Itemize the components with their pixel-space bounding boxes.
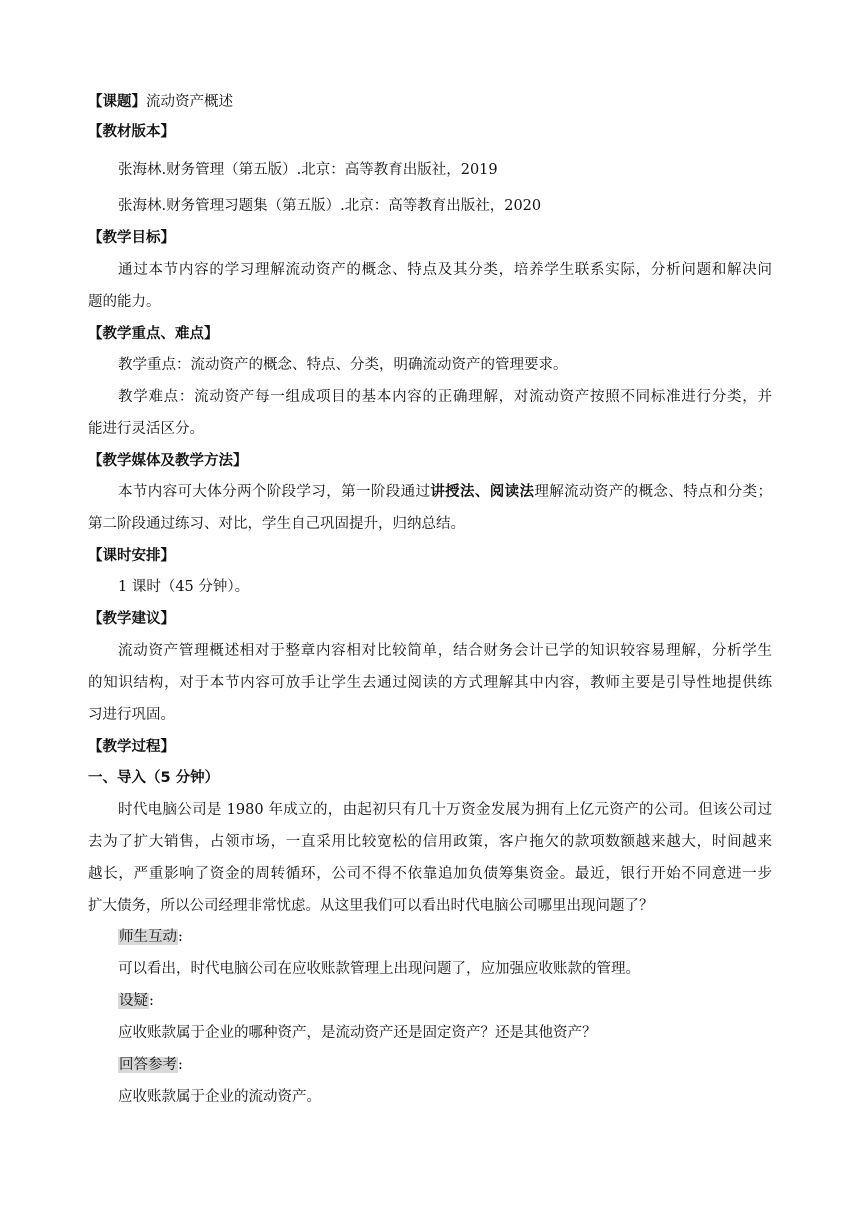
goals-line-1: 通过本节内容的学习理解流动资产的概念、特点及其分类，培养学生联系实际，分析问题和解决问: [118, 262, 772, 278]
suggest-line-3: 习进行巩固。: [88, 707, 175, 723]
interact-label: 师生互动: [119, 929, 177, 945]
media-line-1: [118, 482, 772, 502]
hours-text: 1 课时（45 分钟）。: [118, 579, 250, 595]
topic-line: [88, 92, 233, 112]
media-text-a: 本节内容可大体分两个阶段学习，第一阶段通过: [118, 484, 431, 500]
goals-heading: 【教学目标】: [88, 230, 175, 246]
topic-text: 流动资产概述: [146, 94, 233, 110]
answer-label: 回答参考: [119, 1057, 177, 1073]
question-text: 应收账款属于企业的哪种资产，是流动资产还是固定资产？还是其他资产？: [118, 1025, 597, 1041]
media-text-c: 理解流动资产的概念、特点和分类；: [534, 484, 773, 500]
key-point-text: 教学重点：流动资产的概念、特点、分类，明确流动资产的管理要求。: [118, 357, 568, 373]
suggest-line-2: 的知识结构，对于本节内容可放手让学生去通过阅读的方式理解其中内容，教师主要是引导性地提供练: [88, 675, 772, 691]
process-heading: 【教学过程】: [88, 739, 175, 755]
textbook-ref-1: 张海林.财务管理（第五版）.北京：高等教育出版社，2019: [118, 162, 498, 178]
hours-heading: 【课时安排】: [88, 548, 175, 564]
answer-text: 应收账款属于企业的流动资产。: [118, 1089, 321, 1105]
answer-label-line: [118, 1055, 183, 1075]
intro-heading: 一、导入（5 分钟）: [88, 770, 220, 786]
media-line-2: 第二阶段通过练习、对比，学生自己巩固提升，归纳总结。: [88, 516, 465, 532]
difficult-line-2: 能进行灵活区分。: [88, 421, 204, 437]
interact-colon: :: [178, 929, 183, 945]
textbook-ref-2: 张海林.财务管理习题集（第五版）.北京：高等教育出版社，2020: [118, 198, 542, 214]
suggest-heading: 【教学建议】: [88, 611, 175, 627]
key-heading: 【教学重点、难点】: [88, 326, 219, 342]
question-label: 设疑: [119, 993, 148, 1009]
case-line-1: 时代电脑公司是 1980 年成立的，由起初只有几十万资金发展为拥有上亿元资产的公司。但该公司过: [118, 802, 772, 818]
interact-label-line: [118, 927, 183, 947]
media-heading: 【教学媒体及教学方法】: [88, 453, 248, 469]
question-label-line: [118, 991, 154, 1011]
topic-label: 【课题】: [88, 94, 146, 110]
difficult-line-1: 教学难点：流动资产每一组成项目的基本内容的正确理解，对流动资产按照不同标准进行分类，并: [118, 389, 772, 405]
goals-line-2: 题的能力。: [88, 294, 161, 310]
textbook-heading: 【教材版本】: [88, 124, 175, 140]
case-line-4: 扩大债务，所以公司经理非常忧虑。从这里我们可以看出时代电脑公司哪里出现问题了？: [88, 898, 654, 914]
case-line-2: 去为了扩大销售，占领市场，一直采用比较宽松的信用政策，客户拖欠的款项数额越来越大，时间越来: [88, 834, 772, 850]
case-line-3: 越长，严重影响了资金的周转循环，公司不得不依靠追加负债筹集资金。最近，银行开始不同意进一步: [88, 866, 772, 882]
answer-colon: :: [178, 1057, 183, 1073]
question-colon: :: [149, 993, 154, 1009]
interact-text: 可以看出，时代电脑公司在应收账款管理上出现问题了，应加强应收账款的管理。: [118, 961, 640, 977]
suggest-line-1: 流动资产管理概述相对于整章内容相对比较简单，结合财务会计已学的知识较容易理解，分析学生: [118, 643, 772, 659]
media-methods: 讲授法、阅读法: [430, 484, 535, 500]
